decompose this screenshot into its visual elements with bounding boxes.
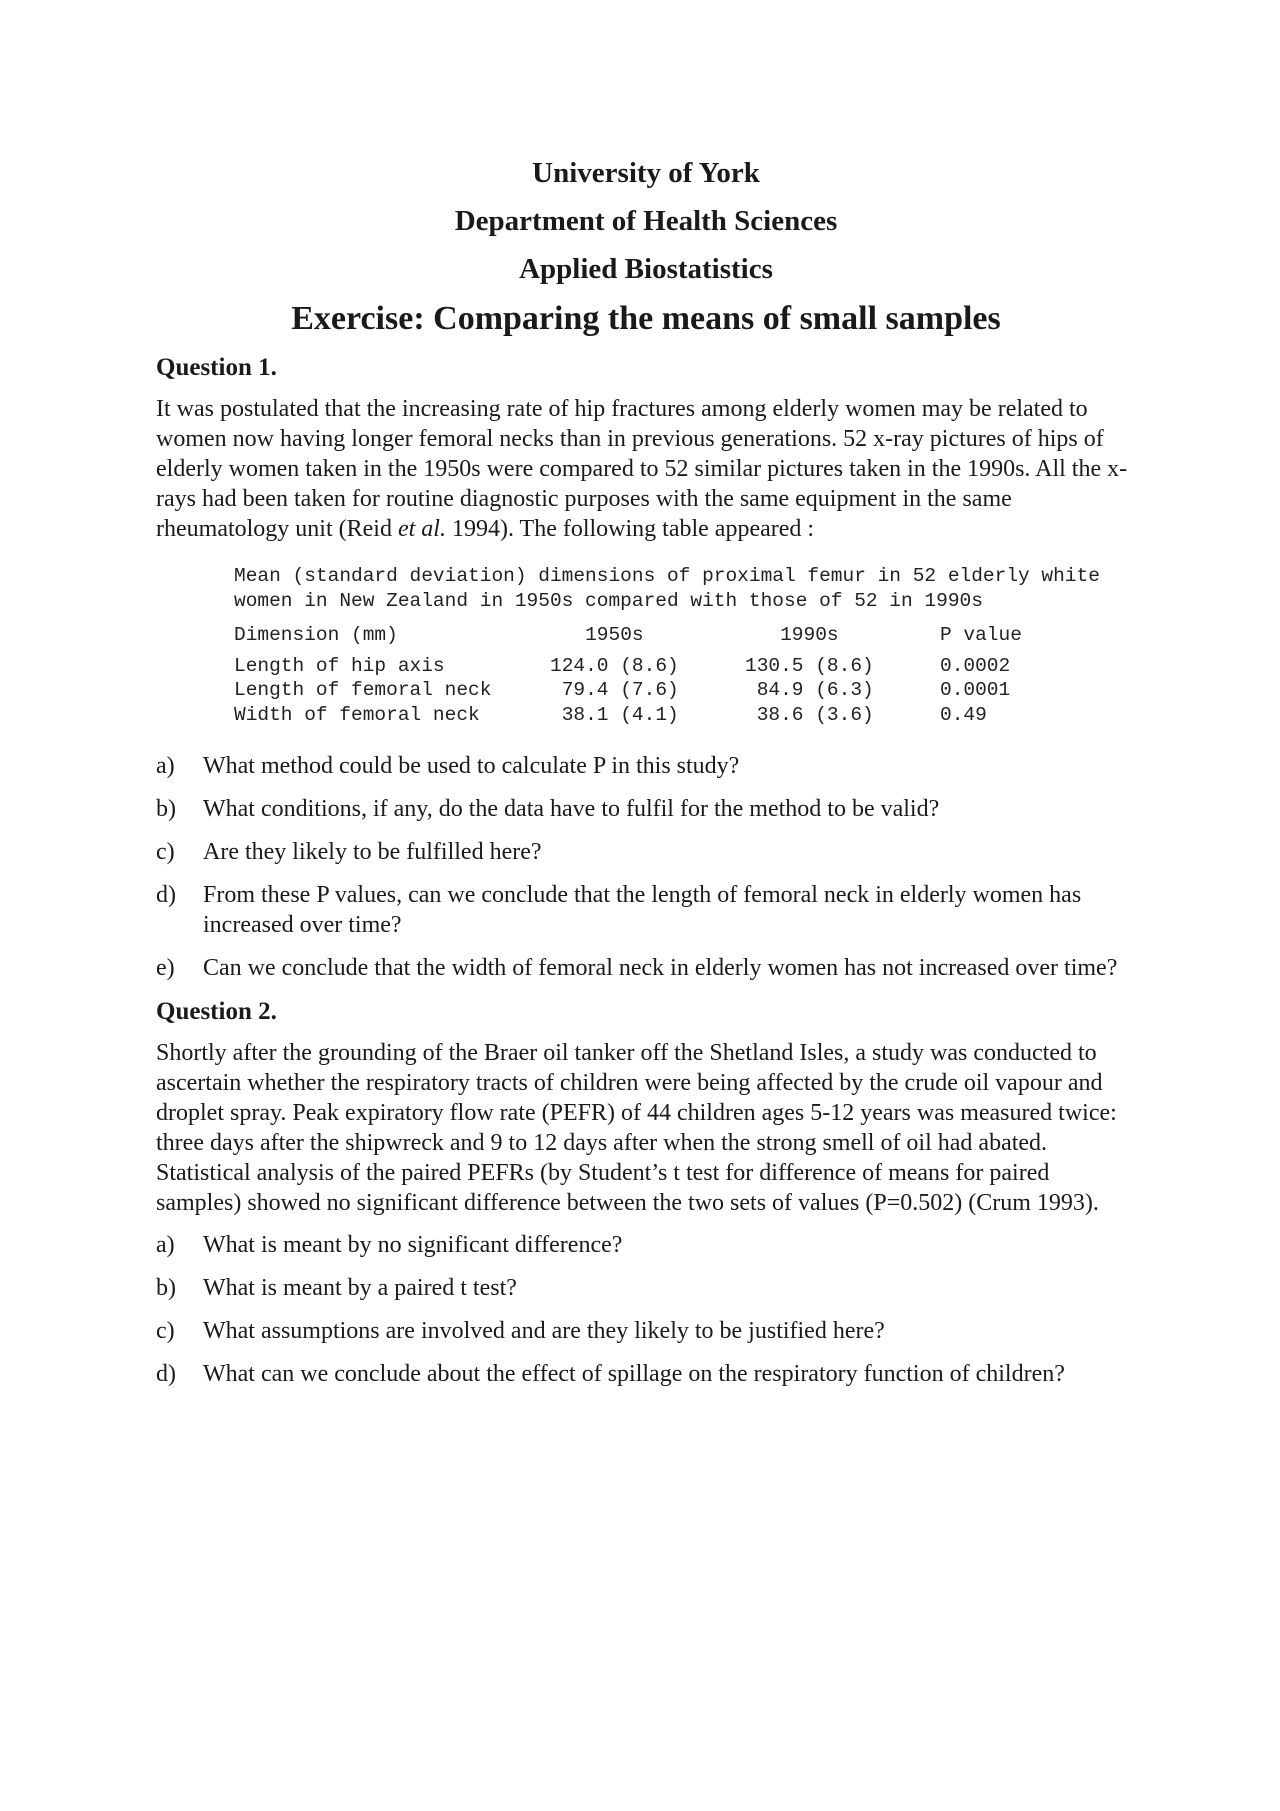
item-text: What is meant by a paired t test? bbox=[203, 1275, 517, 1301]
cell-dimension: Length of hip axis bbox=[234, 654, 445, 677]
question-2-items bbox=[156, 1230, 1136, 1389]
list-item bbox=[156, 837, 1136, 867]
list-item bbox=[156, 880, 1136, 940]
cell-1990s: 38.6 (3.6) bbox=[745, 703, 874, 726]
table-row bbox=[234, 678, 1090, 703]
table-row bbox=[234, 654, 1090, 679]
femur-dimensions-table bbox=[234, 623, 1090, 727]
intro-text-part2: 1994). The following table appeared : bbox=[445, 516, 815, 542]
cell-1950s: 38.1 (4.1) bbox=[550, 703, 679, 726]
list-item bbox=[156, 1316, 1136, 1346]
item-text: What can we conclude about the effect of spillage on the respiratory function of children? bbox=[203, 1361, 1065, 1387]
item-text: Can we conclude that the width of femoral neck in elderly women has not increased over time? bbox=[203, 955, 1118, 981]
item-label: b) bbox=[156, 796, 176, 822]
department-heading: Department of Health Sciences bbox=[454, 205, 838, 237]
item-text: What assumptions are involved and are they likely to be justified here? bbox=[203, 1318, 885, 1344]
list-item bbox=[156, 751, 1136, 781]
cell-1950s: 124.0 (8.6) bbox=[550, 654, 679, 677]
table-row bbox=[234, 703, 1090, 728]
item-text: What conditions, if any, do the data have to fulfil for the method to be valid? bbox=[203, 796, 940, 822]
question-2-section bbox=[156, 996, 1136, 1389]
list-item bbox=[156, 953, 1136, 983]
item-label: c) bbox=[156, 1318, 175, 1344]
item-label: e) bbox=[156, 955, 175, 981]
cell-p-value: 0.0002 bbox=[940, 654, 1011, 677]
item-text: What is meant by no significant difference? bbox=[203, 1232, 623, 1258]
question-1-intro bbox=[156, 394, 1136, 544]
cell-1950s: 79.4 (7.6) bbox=[550, 679, 679, 701]
item-text: What method could be used to calculate P in this study? bbox=[203, 753, 740, 779]
cell-p-value: 0.0001 bbox=[940, 679, 1011, 701]
cell-1990s: 130.5 (8.6) bbox=[745, 654, 874, 677]
list-item bbox=[156, 1230, 1136, 1260]
list-item bbox=[156, 1359, 1136, 1389]
table-caption: Mean (standard deviation) dimensions of proximal femur in 52 elderly white women in New Zealand in 1950s compared with those of 52 in 1990s bbox=[234, 565, 1100, 612]
header-p-value: P value bbox=[940, 624, 1022, 646]
cell-dimension: Width of femoral neck bbox=[234, 703, 480, 726]
header-1950s: 1950s bbox=[550, 624, 644, 646]
intro-text-part1: It was postulated that the increasing rate of hip fractures among elderly women may be related to women now having longer femoral necks than in previous generations. 52 x-ray pictures of hips of elderly women taken in the 1950s were compared to 52 similar pictures taken in the 1990s. All the x-rays had been taken for routine diagnostic purposes with the same equipment in the same rheumatology unit (Reid bbox=[156, 396, 1128, 542]
item-label: d) bbox=[156, 1361, 176, 1387]
cell-1990s: 84.9 (6.3) bbox=[745, 679, 874, 701]
university-heading: University of York bbox=[532, 157, 760, 189]
header-1990s: 1990s bbox=[745, 624, 839, 646]
item-label: b) bbox=[156, 1275, 176, 1301]
question-1-items bbox=[156, 751, 1136, 983]
cell-p-value: 0.49 bbox=[940, 703, 987, 726]
list-item bbox=[156, 794, 1136, 824]
exercise-title: Exercise: Comparing the means of small samples bbox=[291, 300, 1001, 337]
question-1-heading: Question 1. bbox=[156, 354, 277, 381]
item-text: Are they likely to be fulfilled here? bbox=[203, 839, 542, 865]
question-2-intro: Shortly after the grounding of the Braer oil tanker off the Shetland Isles, a study was conducted to ascertain whether the respiratory tracts of children were being affected by the crude oil vapour and droplet spray. Peak expiratory flow rate (PEFR) of 44 children ages 5-12 years was measured twice: three days after the shipwreck and 9 to 12 days after when the strong smell of oil had abated. Statistical analysis of the paired PEFRs (by Student’s t test for difference of means for paired samples) showed no significant difference between the two sets of values (P=0.502) (Crum 1993). bbox=[156, 1040, 1117, 1216]
item-label: a) bbox=[156, 753, 175, 779]
item-text: From these P values, can we conclude that the length of femoral neck in elderly women has increased over time? bbox=[203, 882, 1082, 938]
list-item bbox=[156, 1273, 1136, 1303]
item-label: d) bbox=[156, 882, 176, 908]
question-1-section bbox=[156, 352, 1136, 983]
course-heading: Applied Biostatistics bbox=[519, 253, 773, 285]
item-label: a) bbox=[156, 1232, 175, 1258]
header-dimension: Dimension (mm) bbox=[234, 624, 398, 646]
document-page bbox=[156, 150, 1136, 1402]
table-header-row bbox=[234, 623, 1090, 654]
question-2-heading: Question 2. bbox=[156, 998, 277, 1025]
item-label: c) bbox=[156, 839, 175, 865]
cell-dimension: Length of femoral neck bbox=[234, 679, 492, 701]
intro-text-italic: et al. bbox=[397, 516, 446, 542]
